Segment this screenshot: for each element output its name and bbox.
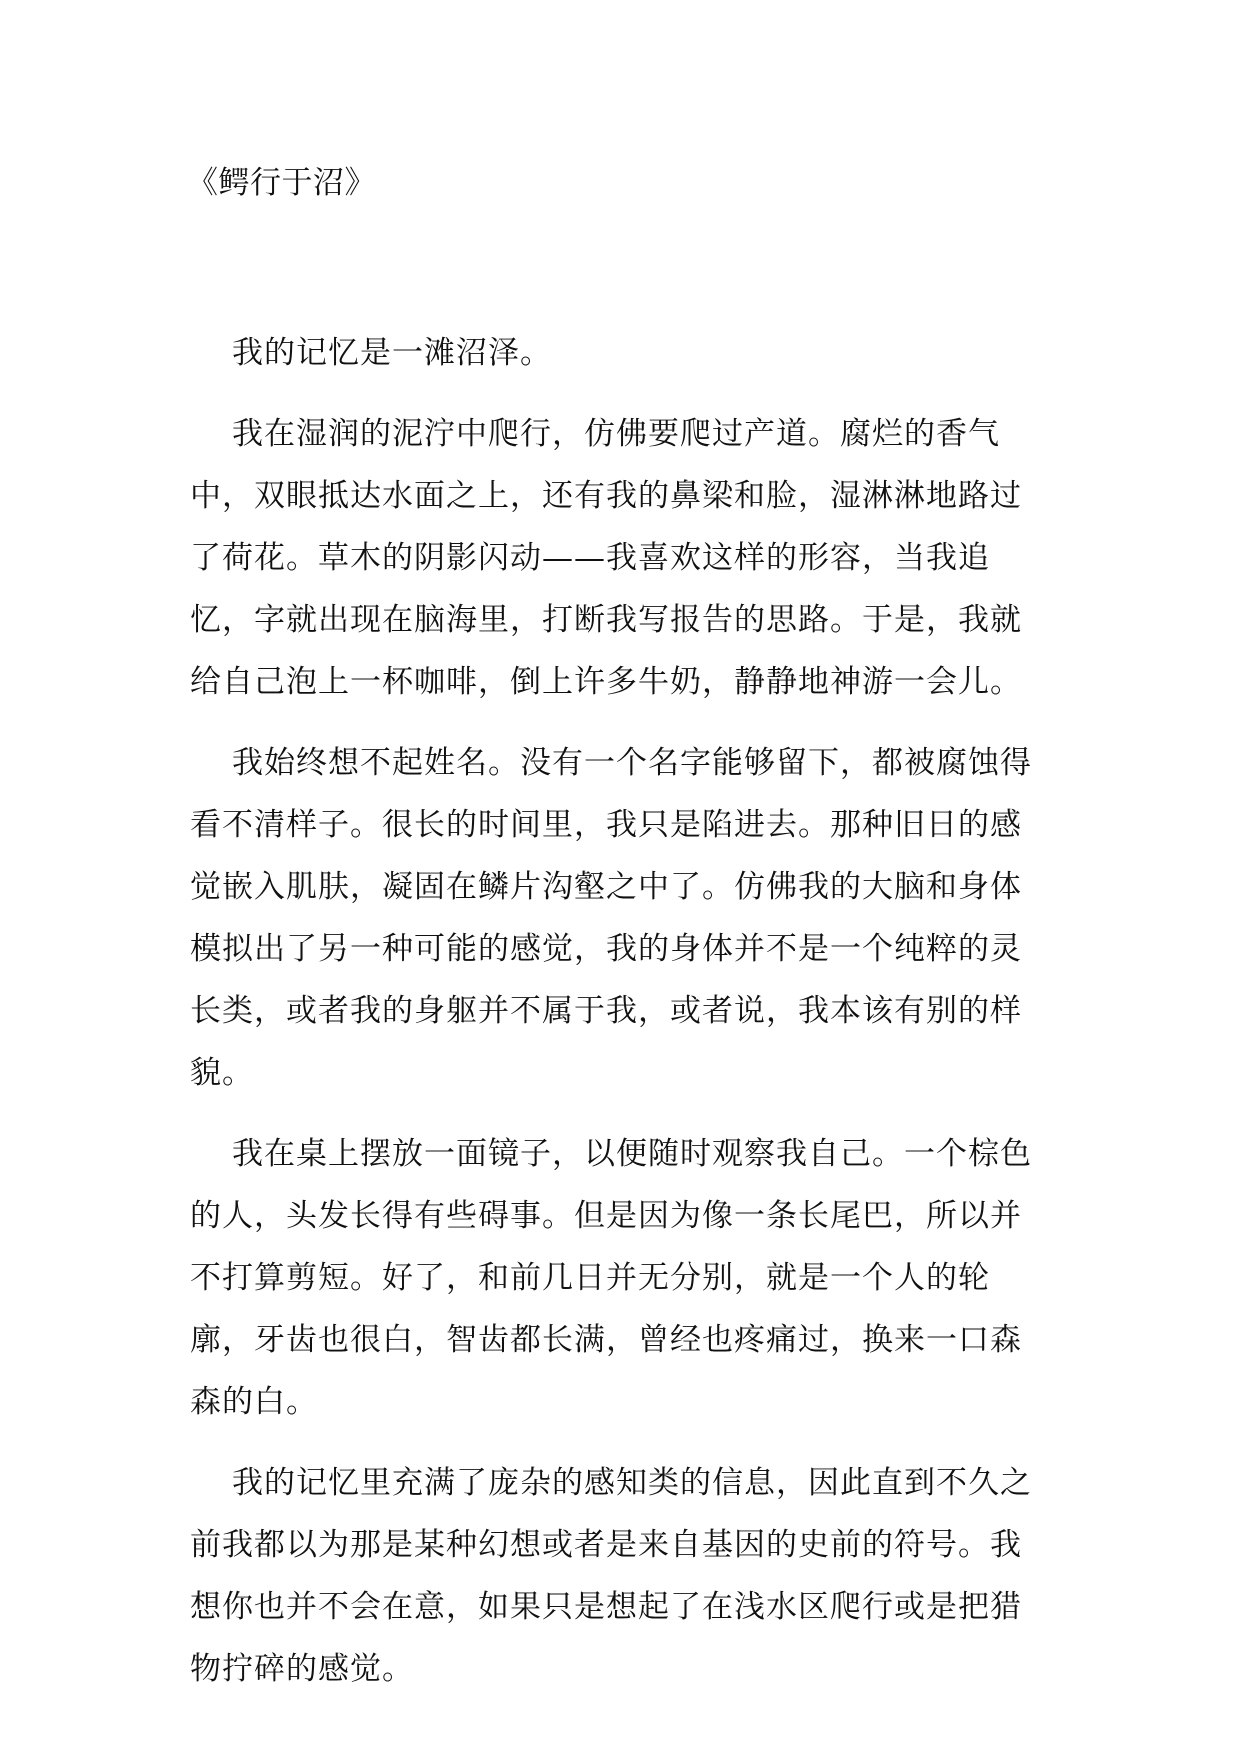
document-body xyxy=(190,322,1050,1719)
paragraph: 我在湿润的泥泞中爬行，仿佛要爬过产道。腐烂的香气中，双眼抵达水面之上，还有我的鼻梁和脸，湿淋淋地路过了荷花。草木的阴影闪动——我喜欢这样的形容，当我追忆，字就出现在脑海里，打断我写报告的思路。于是，我就给自己泡上一杯咖啡，倒上许多牛奶，静静地神游一会儿。 xyxy=(190,416,1022,700)
paragraph: 我在桌上摆放一面镜子，以便随时观察我自己。一个棕色的人，头发长得有些碍事。但是因为像一条长尾巴，所以并不打算剪短。好了，和前几日并无分别，就是一个人的轮廓，牙齿也很白，智齿都长满，曾经也疼痛过，换来一口森森的白。 xyxy=(190,1136,1032,1420)
paragraph: 我的记忆是一滩沼泽。 xyxy=(232,335,552,371)
paragraph: 我始终想不起姓名。没有一个名字能够留下，都被腐蚀得看不清样子。很长的时间里，我只是陷进去。那种旧日的感觉嵌入肌肤，凝固在鳞片沟壑之中了。仿佛我的大脑和身体模拟出了另一种可能的感觉，我的身体并不是一个纯粹的灵长类，或者我的身躯并不属于我，或者说，我本该有别的样貌。 xyxy=(190,745,1032,1091)
paragraph: 我的记忆里充满了庞杂的感知类的信息，因此直到不久之前我都以为那是某种幻想或者是来自基因的史前的符号。我想你也并不会在意，如果只是想起了在浅水区爬行或是把猎物拧碎的感觉。 xyxy=(190,1465,1032,1687)
document-title: 《鳄行于沼》 xyxy=(187,165,376,201)
